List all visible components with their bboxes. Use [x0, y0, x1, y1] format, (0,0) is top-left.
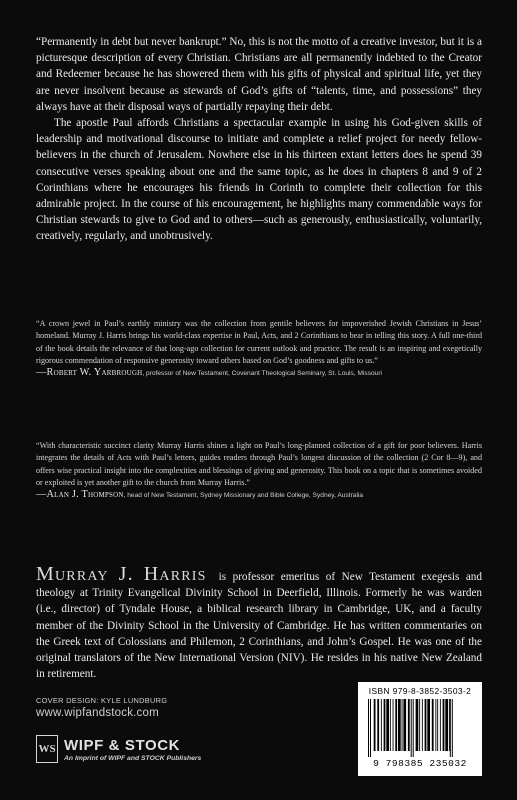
barcode-bar — [402, 699, 403, 751]
barcode-guard-bar — [413, 699, 414, 757]
isbn-barcode — [358, 682, 482, 776]
barcode-bar — [449, 699, 450, 751]
barcode-bar — [393, 699, 394, 751]
isbn-label: ISBN 979-8-3852-3503-2 — [368, 686, 472, 696]
author-bio — [36, 563, 482, 682]
barcode-guard-bar — [450, 699, 451, 757]
publisher-logo — [36, 735, 201, 763]
endorsement-dash: — — [36, 367, 47, 379]
barcode-bar — [395, 699, 397, 751]
barcode-bar — [419, 699, 420, 751]
blurb-paragraph-1: “Permanently in debt but never bankrupt.” No, this is not the motto of a creative investor, but it is a picturesque description of every Christian. Christians are all permanently indebted to the Creator and Redeemer because he has showered them with his gifts of physical and spiritual life, yet they are never insolvent because as stewards of God’s gifts of “talents, time, and possessions” they always have at their disposal ways of partially repaying their debt. — [36, 36, 482, 113]
publisher-logo-text — [64, 737, 201, 762]
publisher-website: www.wipfandstock.com — [36, 707, 159, 719]
barcode-bar — [377, 699, 379, 751]
endorser-role: , professor of New Testament, Covenant Theological Seminary, St. Louis, Missouri — [142, 370, 383, 378]
barcode-bar — [445, 699, 448, 751]
endorser-name: Robert W. Yarbrough — [46, 367, 143, 379]
endorsement-quote: “A crown jewel in Paul’s earthly ministry was the collection from gentile believers for impoverished Jewish Christians in Jesus’ homeland. Murray J. Harris brings his world-class expertise in Paul, Acts, and 2 Corinthians to bear in telling this story. A full one-third of the book details the relevance of that long-ago collection for current outlook and practice. The result is an inspiring and exegetically rigorous commendation of responsive generosity toward others based on God’s goodness and gifts to us.” — [36, 319, 482, 365]
endorser-role: , head of New Testament, Sydney Missionary and Bible College, Sydney, Australia — [123, 492, 364, 500]
barcode-guard-bar — [370, 699, 371, 757]
barcode-bars — [366, 699, 474, 757]
barcode-bar — [432, 699, 434, 751]
back-cover-blurb — [36, 34, 482, 245]
endorsement-dash: — — [36, 489, 47, 501]
barcode-bar — [403, 699, 406, 751]
endorsement-yarbrough — [36, 318, 482, 380]
barcode-bar — [390, 699, 391, 751]
barcode-digits: 9 798385 235032 — [373, 758, 467, 769]
endorsement-attribution — [36, 367, 482, 380]
barcode-bar — [381, 699, 382, 751]
publisher-imprint: An Imprint of WIPF and STOCK Publishers — [64, 754, 202, 762]
blurb-paragraph-2: The apostle Paul affords Christians a spectacular example in using his God-given skills of leadership and motivational discourse to initiate and complete a relief project for needy fellow-believers in the church of Jerusalem. Nowhere else in his thirteen extant letters does he spend 39 consecutive verses speaking about one and the same topic, as he does in chapters 8 and 9 of 2 Corinthians where he encourages his friends in Corinth to complete their collection for this admirable project. In the course of his encouragement, he highlights many commendable ways for Christian stewards to give to God and to others—such as generously, enthusiastically, voluntarily, creatively, regularly, and unobtrusively. — [36, 117, 482, 243]
barcode-bar — [416, 699, 419, 751]
endorsement-attribution — [36, 489, 482, 502]
cover-credits — [36, 696, 167, 719]
barcode-guard-bar — [411, 699, 412, 757]
publisher-logo-mark: WS — [36, 735, 58, 763]
barcode-bar — [374, 699, 376, 751]
barcode-guard-bar — [368, 699, 369, 757]
barcode-bar — [443, 699, 445, 751]
endorsement-quote: “With characteristic succinct clarity Murray Harris shines a light on Paul’s long-planned collection of a gift for poor believers. Harris integrates the details of Acts with Paul’s letters, guides readers through Paul’s longest discussion of the collection (2 Cor 8—9), and offers wise practical insight into the complexities and blessings of giving and generosity. This book on a topic that is sometimes avoided or exploited is yet another gift to the church from Murray Harris.” — [36, 441, 482, 487]
author-bio-text: is professor emeritus of New Testament exegesis and theology at Trinity Evangelical Divinity School in Deerfield, Illinois. Formerly he was warden (i.e., director) of Tyndale House, a biblical research library in Cambridge, UK, and a faculty member of the Divinity School in the University of Cambridge. He has written commentaries on the Greek text of Colossians and Philemon, 2 Corinthians, and John’s Gospel. He was one of the original translators of the New International Version (NIV). He resides in his native New Zealand in retirement. — [36, 571, 482, 681]
barcode-guard-bar — [452, 699, 453, 757]
barcode-bar — [435, 699, 436, 751]
author-name: Murray J. Harris — [36, 563, 207, 585]
barcode-bar — [437, 699, 438, 751]
endorsement-thompson — [36, 440, 482, 502]
barcode-bar — [440, 699, 441, 751]
barcode-bar — [427, 699, 430, 751]
barcode-bar — [384, 699, 386, 751]
endorser-name: Alan J. Thompson — [46, 489, 124, 501]
barcode-bar — [408, 699, 410, 751]
barcode-bar — [386, 699, 389, 751]
cover-design-credit: COVER DESIGN: KYLE LUNDBURG — [36, 696, 168, 705]
barcode-bar — [425, 699, 427, 751]
barcode-bar — [398, 699, 401, 751]
publisher-name: WIPF & STOCK — [64, 736, 181, 754]
barcode-bar — [422, 699, 423, 751]
